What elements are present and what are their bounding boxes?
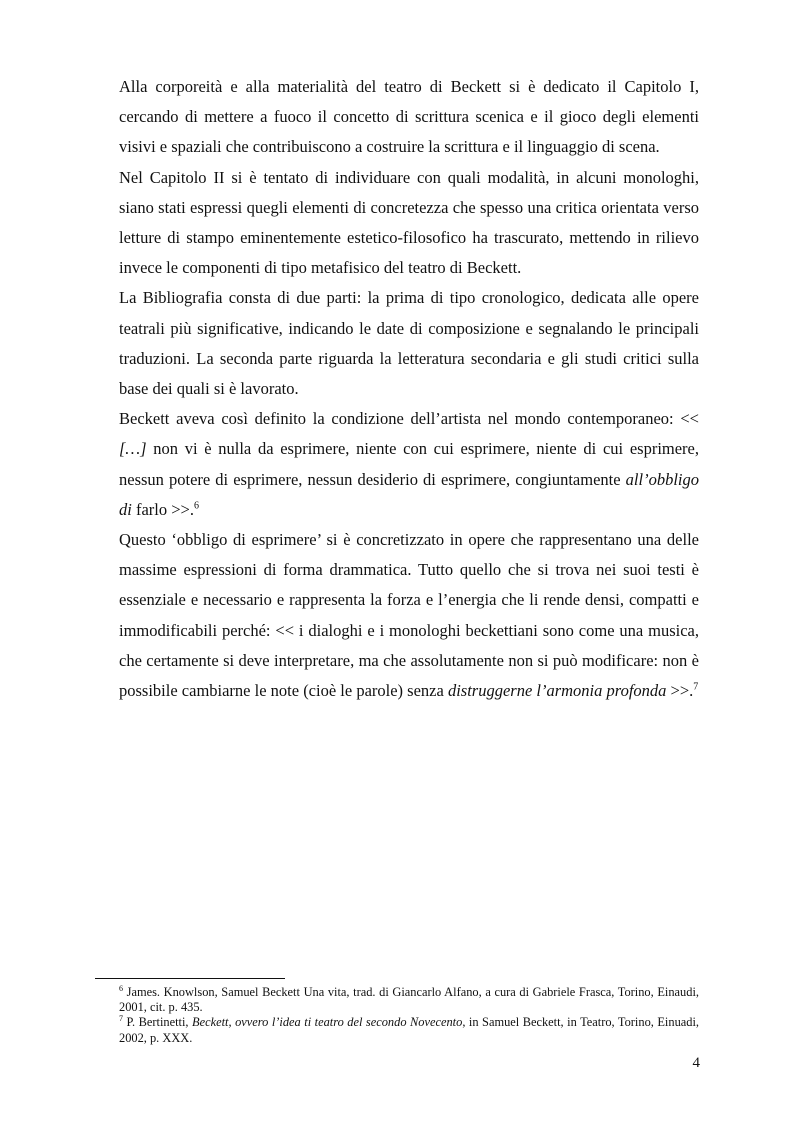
obbligo-italic-phrase: distruggerne l’armonia profonda <box>447 681 667 701</box>
quote-body: non vi è nulla da esprimere, niente con cui esprimere, niente di cui esprimere, nessun potere di esprimere, nessun desiderio di esprimere, congiuntamente <box>119 439 700 489</box>
footnote-ref-6[interactable]: 6 <box>193 500 199 512</box>
footnote-tail: , in Samuel Beckett, in Teatro, Torino, Einuadi, 2002, p. XXX. <box>119 1015 700 1045</box>
quote-ellipsis: […] <box>119 439 147 459</box>
paragraph-obbligo <box>119 525 699 706</box>
quote-intro: Beckett aveva così definito la condizione dell’artista nel mondo contemporaneo: <box>119 409 674 429</box>
paragraph-chapter-one: Alla corporeità e alla materialità del teatro di Beckett si è dedicato il Capitolo I, cercando di mettere a fuoco il concetto di scrittura scenica e il gioco degli elementi visivi e spaziali che contribuiscono a costruire la scrittura e il linguaggio di scena. <box>119 77 699 157</box>
footnotes <box>119 985 699 1046</box>
body-text <box>119 72 699 706</box>
footnote-mark: 7 <box>119 1014 123 1024</box>
paragraph-chapter-two: Nel Capitolo II si è tentato di individuare con quali modalità, in alcuni monologhi, siano stati espressi quegli elementi di concretezza che spesso una critica orientata verso letture di stampo eminentemente estetico-filosofico ha trascurato, mettendo in rilievo invece le componenti di tipo metafisico del teatro di Beckett. <box>119 167 699 278</box>
obbligo-body: Questo ‘obbligo di esprimere’ si è concretizzato in opere che rappresentano una delle massime espressioni di forma drammatica. Tutto quello che si trova nei suoi testi è essenziale e necessario e rappresenta la forza e l’energia che li rende densi, compatti e immodificabili perché: << i dialoghi e i monologhi beckettiani sono come una musica, che certamente si deve interpretare, ma che assolutamente non si può modificare: non è possibile cambiarne le note (cioè le parole) senza <box>119 530 699 701</box>
quote-open-marks: << <box>680 409 699 429</box>
footnote-ref-7[interactable]: 7 <box>693 681 699 693</box>
paragraph-bibliography: La Bibliografia consta di due parti: la prima di tipo cronologico, dedicata alle opere teatrali più significative, indicando le date di composizione e segnalando le principali traduzioni. La seconda parte riguarda la letteratura secondaria e gli studi critici sulla base dei quali si è lavorato. <box>119 288 699 399</box>
footnote-7 <box>119 1015 699 1045</box>
page-number: 4 <box>692 1055 700 1071</box>
obbligo-tail: >>. <box>670 681 694 701</box>
quote-tail: farlo >>. <box>135 499 194 519</box>
quote-italic-phrase: all’obbligo di <box>119 469 700 519</box>
footnote-6 <box>119 985 699 1015</box>
footnote-lead: P. Bertinetti, <box>126 1015 189 1030</box>
footnote-title: Beckett, ovvero l’idea ti teatro del secondo Novecento <box>192 1015 463 1030</box>
footnote-separator <box>95 978 285 979</box>
paragraph-beckett-quote <box>119 404 699 525</box>
footnote-mark: 6 <box>119 983 123 993</box>
footnote-text: James. Knowlson, Samuel Beckett Una vita, trad. di Giancarlo Alfano, a cura di Gabriele Frasca, Torino, Einaudi, 2001, cit. p. 435. <box>119 985 699 1015</box>
